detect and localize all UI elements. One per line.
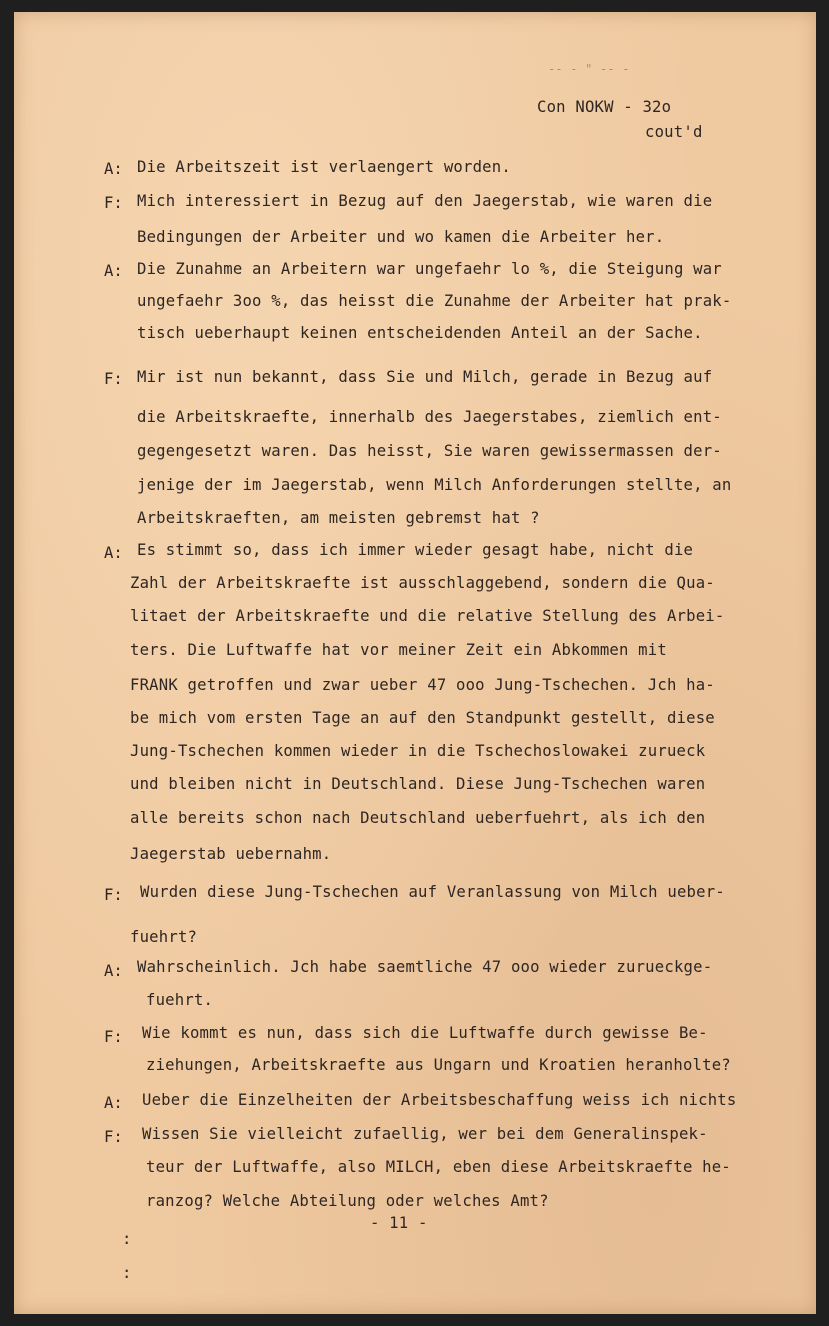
text-line: tisch ueberhaupt keinen entscheidenden Anteil an der Sache. xyxy=(137,324,703,342)
text-line: Die Arbeitszeit ist verlaengert worden. xyxy=(137,158,511,176)
text-line: Wissen Sie vielleicht zufaellig, wer bei dem Generalinspek- xyxy=(142,1125,708,1143)
header-faint-marks: -- - " -- - xyxy=(548,62,630,76)
text-line: Wie kommt es nun, dass sich die Luftwaffe durch gewisse Be- xyxy=(142,1024,708,1042)
text-line: Wahrscheinlich. Jch habe saemtliche 47 ooo wieder zurueckge- xyxy=(137,958,713,976)
text-line: Jaegerstab uebernahm. xyxy=(130,845,332,863)
text-line: fuehrt. xyxy=(146,991,214,1009)
text-line: ziehungen, Arbeitskraefte aus Ungarn und Kroatien heranholte? xyxy=(146,1056,731,1074)
text-line: und bleiben nicht in Deutschland. Diese Jung-Tschechen waren xyxy=(130,775,706,793)
text-line: Es stimmt so, dass ich immer wieder gesagt habe, nicht die xyxy=(137,541,694,559)
speaker-label: F: xyxy=(104,1128,123,1146)
text-line: fuehrt? xyxy=(130,928,198,946)
text-line: die Arbeitskraefte, innerhalb des Jaegerstabes, ziemlich ent- xyxy=(137,408,722,426)
speaker-label: A: xyxy=(104,160,123,178)
text-line: Mir ist nun bekannt, dass Sie und Milch, gerade in Bezug auf xyxy=(137,368,713,386)
text-line: ranzog? Welche Abteilung oder welches Amt? xyxy=(146,1192,549,1210)
text-line: Bedingungen der Arbeiter und wo kamen die Arbeiter her. xyxy=(137,228,665,246)
speaker-label: A: xyxy=(104,544,123,562)
page-number: - 11 - xyxy=(370,1214,428,1232)
speaker-label: A: xyxy=(104,962,123,980)
text-line: gegengesetzt waren. Das heisst, Sie waren gewissermassen der- xyxy=(137,442,722,460)
speaker-label: A: xyxy=(104,262,123,280)
speaker-label: F: xyxy=(104,1028,123,1046)
text-line: be mich vom ersten Tage an auf den Standpunkt gestellt, diese xyxy=(130,709,715,727)
text-line: FRANK getroffen und zwar ueber 47 ooo Jung-Tschechen. Jch ha- xyxy=(130,676,715,694)
text-line: Wurden diese Jung-Tschechen auf Veranlassung von Milch ueber- xyxy=(140,883,725,901)
text-line: ters. Die Luftwaffe hat vor meiner Zeit ein Abkommen mit xyxy=(130,641,667,659)
text-line: Arbeitskraeften, am meisten gebremst hat ? xyxy=(137,509,540,527)
speaker-label: A: xyxy=(104,1094,123,1112)
text-line: teur der Luftwaffe, also MILCH, eben diese Arbeitskraefte he- xyxy=(146,1158,731,1176)
continued-note: cout'd xyxy=(645,123,703,141)
text-line: Jung-Tschechen kommen wieder in die Tschechoslowakei zurueck xyxy=(130,742,706,760)
margin-mark: : xyxy=(122,1264,132,1282)
text-line: alle bereits schon nach Deutschland ueberfuehrt, als ich den xyxy=(130,809,706,827)
text-line: Zahl der Arbeitskraefte ist ausschlaggebend, sondern die Qua- xyxy=(130,574,715,592)
document-reference: Con NOKW - 32o xyxy=(537,98,672,116)
margin-mark: : xyxy=(122,1230,132,1248)
text-line: Ueber die Einzelheiten der Arbeitsbeschaffung weiss ich nichts xyxy=(142,1091,737,1109)
text-line: Die Zunahme an Arbeitern war ungefaehr lo %, die Steigung war xyxy=(137,260,722,278)
text-line: litaet der Arbeitskraefte und die relative Stellung des Arbei- xyxy=(130,607,725,625)
text-line: ungefaehr 3oo %, das heisst die Zunahme der Arbeiter hat prak- xyxy=(137,292,732,310)
text-line: jenige der im Jaegerstab, wenn Milch Anforderungen stellte, an xyxy=(137,476,732,494)
speaker-label: F: xyxy=(104,370,123,388)
speaker-label: F: xyxy=(104,886,123,904)
text-line: Mich interessiert in Bezug auf den Jaegerstab, wie waren die xyxy=(137,192,713,210)
speaker-label: F: xyxy=(104,194,123,212)
